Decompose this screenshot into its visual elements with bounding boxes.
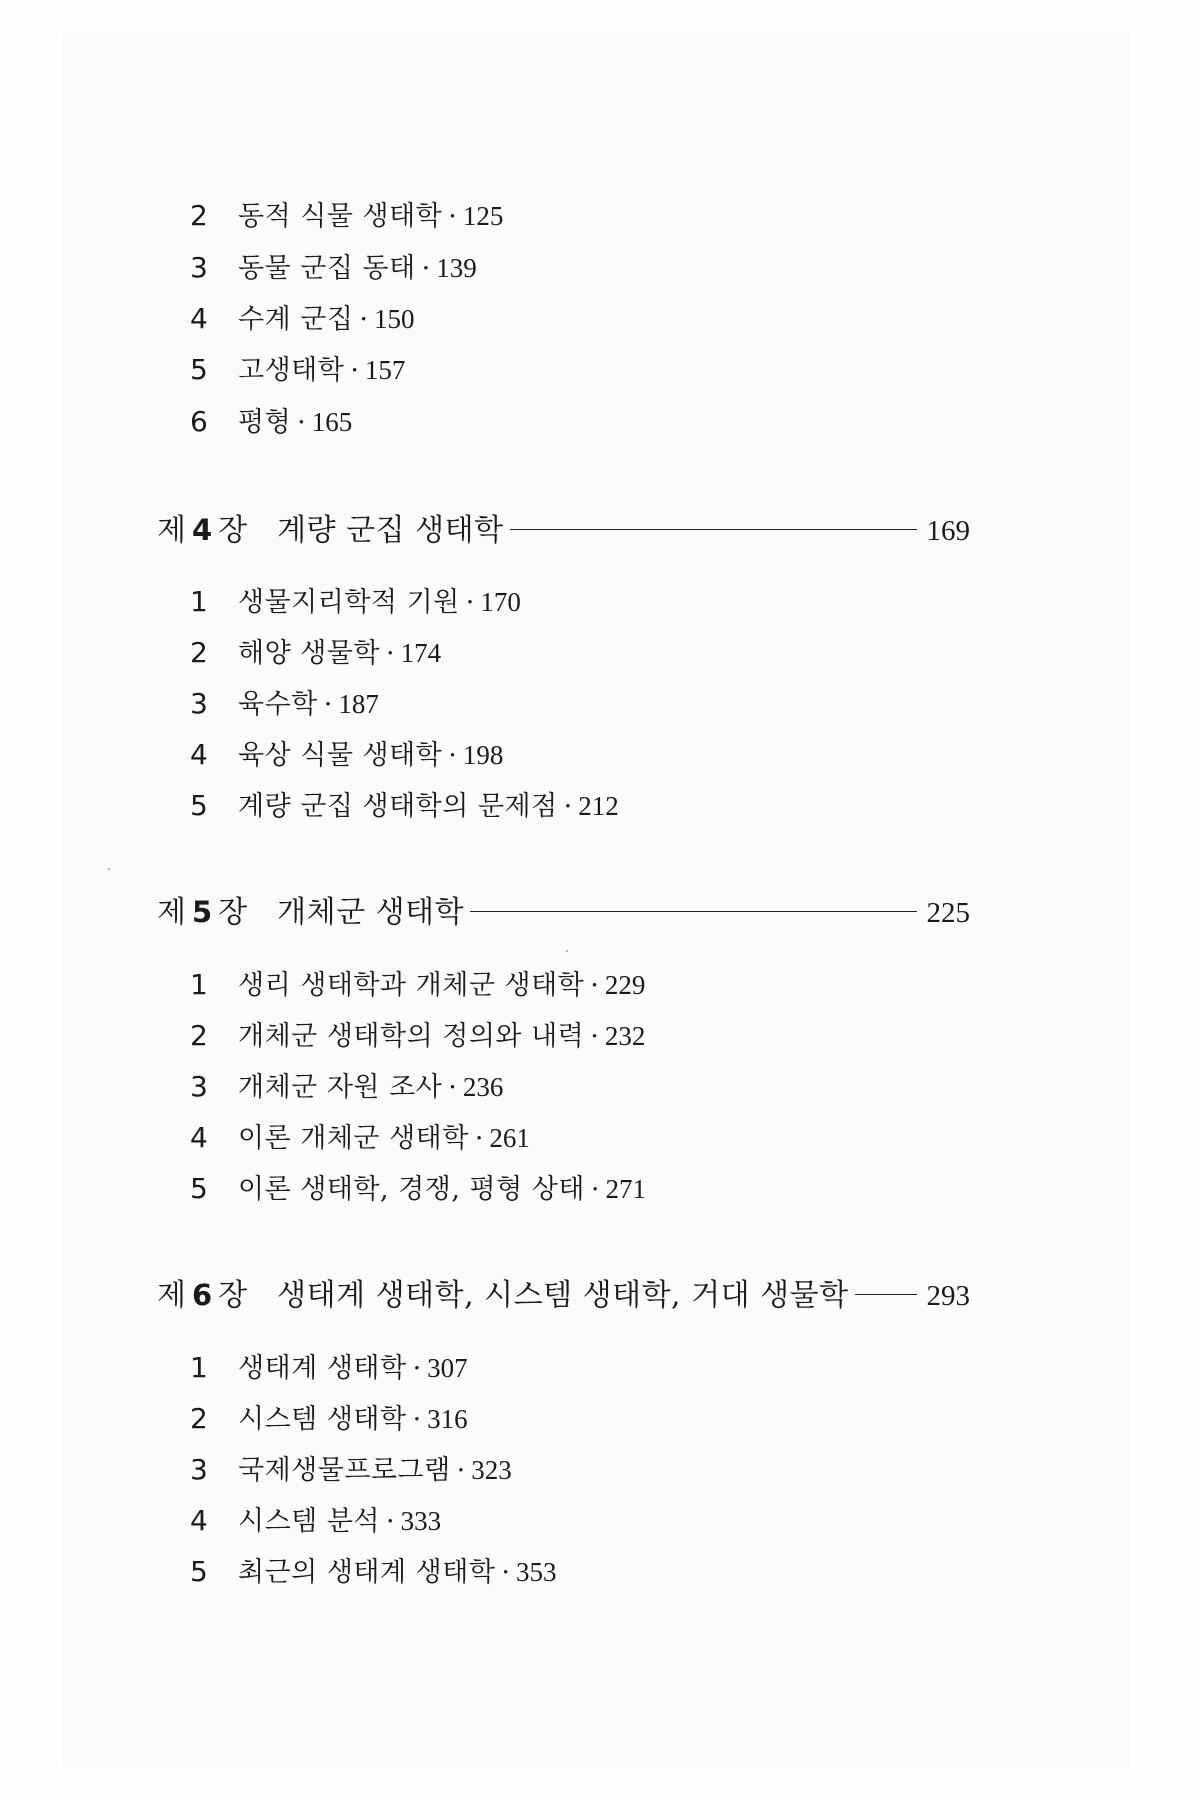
toc-entry[interactable] [190,1069,503,1106]
toc-entry[interactable] [190,737,503,774]
separator-dot: · [590,970,599,1001]
separator-dot: · [323,689,333,720]
toc-entry[interactable] [190,686,379,723]
section-number: 2 [190,1019,208,1052]
section-page: 316 [427,1404,468,1434]
section-page: 323 [471,1455,512,1485]
toc-entry[interactable] [190,352,405,389]
section-number: 1 [190,1351,208,1384]
leader-line [510,529,917,530]
chapter-suffix: 장 [218,1278,248,1313]
section-page: 150 [374,304,415,334]
section-title: 평형 [238,407,292,438]
toc-entry[interactable] [190,967,645,1004]
chapter-suffix: 장 [218,513,248,548]
separator-dot: · [501,1557,510,1588]
section-title: 해양 생물학 [238,638,380,669]
toc-entry[interactable] [190,788,619,825]
section-number: 4 [190,738,208,771]
section-page: 198 [462,740,504,770]
section-page: 187 [338,689,379,719]
section-title: 수계 군집 [238,304,354,335]
scan-speck [108,868,110,870]
section-number: 5 [190,353,208,386]
section-page: 261 [489,1123,530,1153]
toc-entry[interactable] [190,1350,468,1387]
section-page: 229 [604,970,646,1000]
section-title: 이론 개체군 생태학 [238,1123,469,1154]
chapter-prefix: 제 [157,895,186,930]
section-title: 계량 군집 생태학의 문제점 [238,791,558,822]
chapter-page: 293 [926,1280,970,1312]
section-number: 4 [190,1121,208,1154]
section-number: 3 [190,1070,208,1103]
toc-entry[interactable] [190,635,441,672]
toc-entry[interactable] [190,584,521,621]
section-title: 시스템 분석 [238,1506,380,1537]
section-number: 5 [190,1555,208,1588]
section-page: 174 [400,638,442,668]
section-number: 2 [190,199,208,232]
chapter-title: 계량 군집 생태학 [277,513,504,548]
section-title: 생태계 생태학 [238,1353,407,1384]
section-page: 271 [605,1174,646,1204]
section-number: 3 [190,1453,208,1486]
section-number: 3 [190,251,208,284]
section-title: 개체군 자원 조사 [238,1072,443,1103]
section-title: 생물지리학적 기원 [238,587,460,618]
section-title: 동적 식물 생태학 [238,201,443,232]
chapter-suffix: 장 [218,895,248,930]
section-number: 3 [190,687,208,720]
separator-dot: · [456,1455,466,1486]
scan-speck [566,950,568,952]
toc-entry[interactable] [190,198,503,235]
toc-entry[interactable] [190,1554,557,1591]
chapter-page: 169 [926,515,970,547]
chapter-prefix: 제 [157,1278,186,1313]
separator-dot: · [386,638,395,669]
toc-entry[interactable] [190,301,415,338]
section-page: 170 [480,587,521,617]
separator-dot: · [448,201,457,232]
section-number: 2 [190,1402,208,1435]
chapter-number: 5 [191,895,213,929]
section-page: 165 [311,407,353,437]
section-title: 개체군 생태학의 정의와 내력 [238,1021,585,1052]
section-title: 생리 생태학과 개체군 생태학 [238,970,585,1001]
section-number: 6 [190,405,208,438]
chapter-title: 개체군 생태학 [277,895,465,930]
section-title: 육수학 [238,689,318,720]
section-page: 236 [462,1072,504,1102]
section-page: 125 [462,201,504,231]
toc-entry[interactable] [190,404,352,441]
separator-dot: · [590,1174,600,1205]
leader-line [470,911,916,912]
toc-entry[interactable] [190,1018,645,1055]
separator-dot: · [465,587,475,618]
chapter-title: 생태계 생태학, 시스템 생태학, 거대 생물학 [277,1278,849,1313]
chapter-number: 4 [191,513,213,547]
section-page: 353 [516,1557,557,1587]
chapter-prefix: 제 [157,513,186,548]
toc-entry[interactable] [190,250,477,287]
section-page: 333 [400,1506,442,1536]
separator-dot: · [386,1506,395,1537]
section-number: 1 [190,585,208,618]
separator-dot: · [590,1021,599,1052]
separator-dot: · [350,355,359,386]
section-title: 시스템 생태학 [238,1404,407,1435]
chapter-number: 6 [191,1278,213,1312]
leader-line [855,1294,917,1295]
separator-dot: · [421,253,431,284]
separator-dot: · [412,1353,422,1384]
separator-dot: · [412,1404,422,1435]
toc-entry[interactable] [190,1120,530,1157]
section-title: 최근의 생태계 생태학 [238,1557,496,1588]
chapter-heading-4[interactable] [157,510,970,551]
section-number: 1 [190,968,208,1001]
section-title: 이론 생태학, 경쟁, 평형 상태 [238,1174,585,1205]
chapter-heading-5[interactable] [157,892,970,933]
section-title: 국제생물프로그램 [238,1455,451,1486]
section-title: 고생태학 [238,355,345,386]
section-number: 2 [190,636,208,669]
section-page: 139 [436,253,477,283]
toc-entry[interactable] [190,1503,441,1540]
section-page: 307 [427,1353,468,1383]
section-page: 212 [578,791,619,821]
separator-dot: · [297,407,306,438]
separator-dot: · [359,304,369,335]
toc-entry[interactable] [190,1401,468,1438]
separator-dot: · [563,791,573,822]
separator-dot: · [448,1072,457,1103]
section-number: 5 [190,789,208,822]
toc-entry[interactable] [190,1171,646,1208]
section-title: 육상 식물 생태학 [238,740,443,771]
separator-dot: · [474,1123,484,1154]
chapter-page: 225 [926,897,970,929]
chapter-heading-6[interactable] [157,1275,970,1316]
section-page: 232 [604,1021,646,1051]
section-number: 4 [190,302,208,335]
separator-dot: · [448,740,457,771]
section-page: 157 [364,355,406,385]
section-number: 5 [190,1172,208,1205]
section-title: 동물 군집 동태 [238,253,416,284]
section-number: 4 [190,1504,208,1537]
toc-entry[interactable] [190,1452,512,1489]
